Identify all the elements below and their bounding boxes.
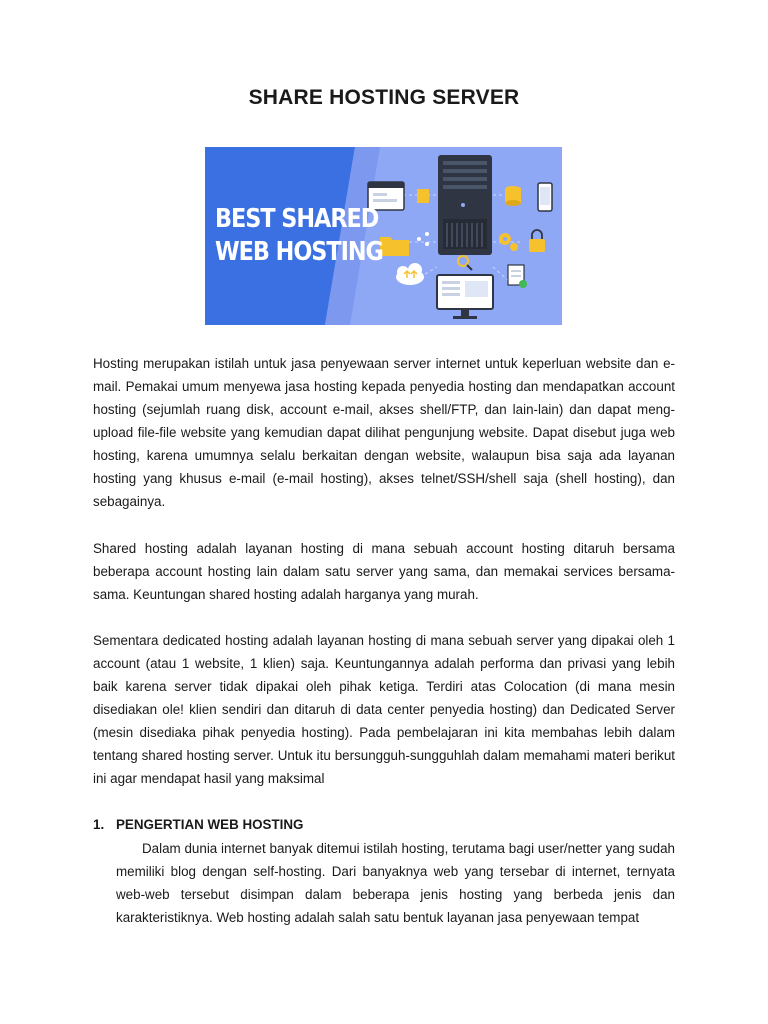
section-title: PENGERTIAN WEB HOSTING <box>116 817 304 832</box>
document-title: SHARE HOSTING SERVER <box>248 86 520 109</box>
banner-heading <box>215 203 383 269</box>
paragraph-dedicated-hosting: Sementara dedicated hosting adalah layanan hosting di mana sebuah server yang dipakai oleh 1 account (atau 1 website, 1 klien) saja. Keuntungannya adalah performa dan privasi yang lebih baik karena server tidak dipakai oleh pihak ketiga. Terdiri atas Colocation (di mana mesin disediakan ole! klien sendiri dan ditaruh di data center penyedia hosting) dan Dedicated Server (mesin disediaka pihak penyedia hosting). Pada pembelajaran ini kita membahas lebih dalam tentang shared hosting server. Untuk itu bersungguh-sungguhlah dalam memahami materi berikut ini agar mendapat hasil yang maksimal <box>93 633 675 786</box>
banner-line-1: BEST SHARED <box>215 204 379 234</box>
server-icon <box>438 155 492 255</box>
shared-hosting-banner-image <box>205 147 562 325</box>
paragraph-hosting-definition: Hosting merupakan istilah untuk jasa penyewaan server internet untuk keperluan website dan e-mail. Pemakai umum menyewa jasa hosting kepada penyedia hosting dan mendapatkan account hosting (sejumlah ruang disk, account e-mail, akses shell/FTP, dan lain-lain) dan dapat meng-upload file-file website yang kemudian dapat dilihat pengunjung website. Dapat disebut juga web hosting, karena umumnya selalu berkaitan dengan website, walaupun bisa saja ada layanan hosting yang khusus e-mail (e-mail hosting), akses telnet/SSH/shell saja (shell hosting), dan sebagainya. <box>93 356 675 509</box>
phone-icon <box>538 183 552 211</box>
document-check-icon <box>508 265 527 288</box>
paragraph-web-hosting: Dalam dunia internet banyak ditemui istilah hosting, terutama bagi user/netter yang sudah memiliki blog dengan self-hosting. Dari banyaknya web yang tersebar di internet, ternyata web-web tersebut disimpan dalam beberapa jenis hosting yang berbeda jenis dan karakteristiknya. Web hosting adalah salah satu bentuk layanan jasa penyewaan tempat <box>116 841 675 925</box>
section-heading <box>93 815 303 835</box>
banner-line-2: WEB HOSTING <box>215 237 383 267</box>
database-icon <box>505 186 521 206</box>
section-number: 1. <box>93 817 105 832</box>
paragraph-shared-hosting: Shared hosting adalah layanan hosting di mana sebuah account hosting ditaruh bersama beberapa account hosting lain dalam satu server yang sama, dan memakai services bersama-sama. Keuntungan shared hosting adalah harganya yang murah. <box>93 541 675 602</box>
